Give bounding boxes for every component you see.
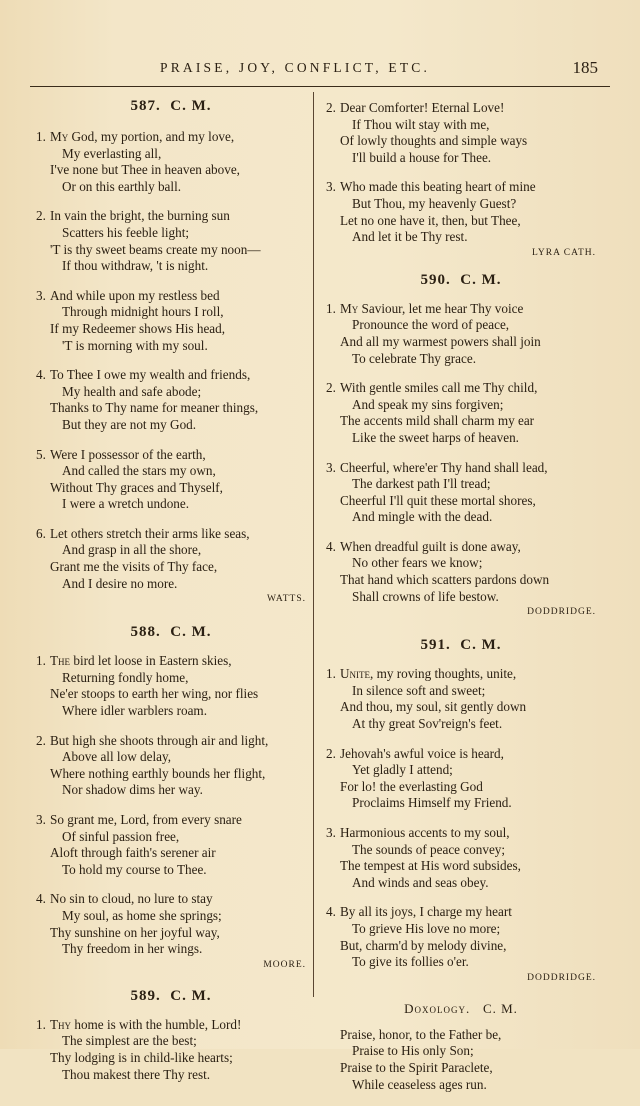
verse xyxy=(36,129,306,195)
verse-line: Nor shadow dims her way. xyxy=(62,782,203,798)
verse xyxy=(36,812,306,878)
verse-line: Without Thy graces and Thyself, xyxy=(50,479,223,495)
verse xyxy=(326,179,596,245)
verse-number: 3. xyxy=(326,179,336,195)
verse-line xyxy=(36,526,306,543)
verse-initial-word: The xyxy=(50,653,71,669)
verse-line: Of sinful passion free, xyxy=(62,828,180,844)
verse-line: Thy freedom in her wings. xyxy=(62,941,203,957)
verse-number: 2. xyxy=(326,745,336,761)
verse-line-text: So grant me, Lord, from every snare xyxy=(50,812,242,827)
verse-line xyxy=(326,539,596,556)
verse-line-text: With gentle smiles call me Thy child, xyxy=(340,380,538,396)
verse-line-text: Saviour, let me hear Thy voice xyxy=(358,300,524,316)
verse-line-text: Cheerful, where'er Thy hand shall lead, xyxy=(340,459,548,475)
verse-line: Praise to the Spirit Paraclete, xyxy=(340,1059,493,1075)
hymn-588 xyxy=(36,624,306,970)
verse-number: 4. xyxy=(326,904,336,920)
verse-line-text: To Thee I owe my wealth and friends, xyxy=(50,367,251,383)
verse-line xyxy=(36,1017,306,1034)
verse-line: In silence soft and sweet; xyxy=(352,682,486,698)
verse-line: Ne'er stoops to earth her wing, nor flies xyxy=(50,686,259,702)
verse-line xyxy=(36,367,306,384)
verse xyxy=(326,380,596,446)
verse xyxy=(36,288,306,354)
verse xyxy=(36,1017,306,1083)
verse-line-text: bird let loose in Eastern skies, xyxy=(70,653,232,669)
verse-line-text: home is with the humble, Lord! xyxy=(71,1016,242,1032)
hymn-meter: C. M. xyxy=(170,987,212,1004)
verse-line-text: , my roving thoughts, unite, xyxy=(370,666,517,682)
doxology-heading xyxy=(326,1001,596,1017)
verse-line: No other fears we know; xyxy=(352,555,483,571)
doxology-title: Doxology. xyxy=(404,1000,471,1016)
verse-line xyxy=(326,666,596,683)
verse-line: To celebrate Thy grace. xyxy=(352,350,477,366)
verse-line: And speak my sins forgiven; xyxy=(352,396,504,412)
header-rule xyxy=(30,86,610,87)
verse-line: Thanks to Thy name for meaner things, xyxy=(50,400,259,416)
verse-line xyxy=(326,825,596,842)
verse-line: The sounds of peace convey; xyxy=(352,841,506,857)
doxology xyxy=(326,1001,596,1093)
verse-line: Returning fondly home, xyxy=(62,669,189,685)
verse-line: And called the stars my own, xyxy=(62,463,216,479)
verse-number: 2. xyxy=(36,732,46,748)
verse-line: Grant me the visits of Thy face, xyxy=(50,559,218,575)
verse-line xyxy=(36,812,306,829)
verse-line: Yet gladly I attend; xyxy=(352,762,453,778)
verse-line: Where idler warblers roam. xyxy=(62,703,207,719)
verse-line-text: But high she shoots through air and light, xyxy=(50,732,269,748)
verse-line-text: When dreadful guilt is done away, xyxy=(340,538,521,554)
verse-line: For lo! the everlasting God xyxy=(340,778,483,794)
verse-line-text: Dear Comforter! Eternal Love! xyxy=(340,100,505,115)
verse-initial-word: My xyxy=(340,300,359,316)
verse-line xyxy=(326,746,596,763)
doxology-meter: C. M. xyxy=(482,1000,518,1016)
verse-number: 1. xyxy=(36,129,46,144)
verse-line: Shall crowns of life bestow. xyxy=(352,588,499,604)
verse xyxy=(326,1027,596,1093)
verse-line: If thou withdraw, 't is night. xyxy=(62,258,209,274)
verse-line-text: Let others stretch their arms like seas, xyxy=(50,525,250,541)
verse-line xyxy=(326,301,596,318)
verse-line: I've none but Thee in heaven above, xyxy=(50,162,240,178)
page-number: 185 xyxy=(572,58,598,77)
verse-number: 4. xyxy=(326,538,336,554)
verse-line: And all my warmest powers shall join xyxy=(340,333,541,349)
verse-line: Of lowly thoughts and simple ways xyxy=(340,133,528,149)
verse-line: Thy sunshine on her joyful way, xyxy=(50,924,220,940)
left-column xyxy=(36,92,306,1096)
verse xyxy=(36,653,306,719)
verse-number: 1. xyxy=(36,1016,46,1032)
verse-line xyxy=(36,733,306,750)
verse-line: Like the sweet harps of heaven. xyxy=(352,429,519,445)
verse-line: And mingle with the dead. xyxy=(352,509,493,525)
hymn-author: WATTS. xyxy=(267,594,306,605)
section-title: PRAISE, JOY, CONFLICT, ETC. xyxy=(160,60,431,75)
verse-line: To hold my course to Thee. xyxy=(62,861,207,877)
verse-line: If my Redeemer shows His head, xyxy=(50,320,226,336)
verse-line xyxy=(36,129,306,146)
verse-number: 6. xyxy=(36,525,46,541)
verse xyxy=(326,460,596,526)
verse xyxy=(36,447,306,513)
verse-line-text: Jehovah's awful voice is heard, xyxy=(340,745,504,761)
verse-line: And winds and seas obey. xyxy=(352,874,489,890)
verse-line xyxy=(326,179,596,196)
verse-number: 3. xyxy=(36,812,46,827)
verse-initial-word: My xyxy=(50,129,69,144)
verse-number: 1. xyxy=(326,300,336,316)
verse-line: Praise, honor, to the Father be, xyxy=(340,1026,502,1042)
verse-line: Above all low delay, xyxy=(62,749,172,765)
verse-line: My everlasting all, xyxy=(62,145,162,161)
verse-line: To give its follies o'er. xyxy=(352,954,469,970)
verse-number: 5. xyxy=(36,446,46,462)
verse-line: And I desire no more. xyxy=(62,575,178,591)
hymn-number: 587. xyxy=(130,98,161,114)
verse xyxy=(326,100,596,166)
verse xyxy=(36,733,306,799)
hymn-author: DODDRIDGE. xyxy=(527,972,596,983)
hymn-meter: C. M. xyxy=(460,637,502,654)
verse-line-text: Harmonious accents to my soul, xyxy=(340,825,510,840)
verse-line: And grasp in all the shore, xyxy=(62,542,202,558)
hymn-meter: C. M. xyxy=(460,271,502,288)
verse-number: 1. xyxy=(326,666,336,682)
verse-number: 2. xyxy=(326,100,336,115)
verse-line: The darkest path I'll tread; xyxy=(352,476,491,492)
verse-line: Scatters his feeble light; xyxy=(62,224,190,240)
verse-line: 'T is morning with my soul. xyxy=(62,337,208,353)
verse-line xyxy=(326,380,596,397)
verse-line: To grieve His love no more; xyxy=(352,920,501,936)
verse-initial-word: Unite xyxy=(340,666,371,682)
verse-line: But Thou, my heavenly Guest? xyxy=(352,195,517,211)
verse-number: 3. xyxy=(326,459,336,475)
verse-line-text: By all its joys, I charge my heart xyxy=(340,904,512,920)
hymn-heading xyxy=(326,272,596,289)
verse-line: The tempest at His word subsides, xyxy=(340,858,521,874)
right-column xyxy=(326,92,596,1106)
hymn-number: 590. xyxy=(420,271,451,288)
verse-line: And let it be Thy rest. xyxy=(352,229,468,245)
verse-line xyxy=(36,288,306,305)
verse-line: But they are not my God. xyxy=(62,416,197,432)
verse xyxy=(36,891,306,957)
verse-number: 2. xyxy=(326,380,336,396)
hymn-heading xyxy=(36,98,306,115)
hymn-author: LYRA CATH. xyxy=(532,247,596,258)
verse-line: I were a wretch undone. xyxy=(62,496,190,512)
hymn-591 xyxy=(326,637,596,983)
verse xyxy=(36,208,306,274)
verse xyxy=(326,666,596,732)
verse-number: 3. xyxy=(36,287,46,303)
verse-line-text: No sin to cloud, no lure to stay xyxy=(50,891,213,907)
verse-line: Thou makest there Thy rest. xyxy=(62,1066,211,1082)
hymn-589 xyxy=(36,988,306,1083)
hymn-590 xyxy=(326,272,596,618)
verse-line: But, charm'd by melody divine, xyxy=(340,937,507,953)
verse-line: At thy great Sov'reign's feet. xyxy=(352,716,503,732)
hymn-heading xyxy=(36,988,306,1005)
verse-line-text: Who made this beating heart of mine xyxy=(340,179,536,195)
verse-line: Where nothing earthly bounds her flight, xyxy=(50,765,266,781)
verse-line: I'll build a house for Thee. xyxy=(352,149,492,165)
verse-number: 4. xyxy=(36,891,46,907)
verse xyxy=(326,825,596,891)
verse-number: 2. xyxy=(36,208,46,224)
verse-line: The accents mild shall charm my ear xyxy=(340,413,535,429)
verse-line: Pronounce the word of peace, xyxy=(352,317,510,333)
verse xyxy=(326,301,596,367)
hymn-number: 588. xyxy=(130,624,161,641)
verse xyxy=(326,904,596,970)
hymn-heading xyxy=(36,624,306,641)
verse xyxy=(36,526,306,592)
running-head xyxy=(0,58,640,82)
verse-line: My health and safe abode; xyxy=(62,383,202,399)
verse-line: Aloft through faith's serener air xyxy=(50,845,216,861)
verse-line: If Thou wilt stay with me, xyxy=(352,116,490,132)
verse-line xyxy=(36,208,306,225)
hymn-meter: C. M. xyxy=(170,98,212,114)
verse-line-text: God, my portion, and my love, xyxy=(68,129,235,144)
verse-line: That hand which scatters pardons down xyxy=(340,572,550,588)
verse-line xyxy=(326,100,596,117)
verse-line: Cheerful I'll quit these mortal shores, xyxy=(340,492,536,508)
verse xyxy=(326,539,596,605)
verse-line-text: And while upon my restless bed xyxy=(50,287,220,303)
hymn-number: 589. xyxy=(130,987,161,1004)
hymn-number: 591. xyxy=(420,637,451,654)
verse-line xyxy=(36,891,306,908)
verse-line: 'T is thy sweet beams create my noon— xyxy=(50,241,261,257)
hymn-587 xyxy=(36,98,306,604)
verse-line: Through midnight hours I roll, xyxy=(62,304,224,320)
verse-line: My soul, as home she springs; xyxy=(62,907,222,923)
verse-number: 4. xyxy=(36,367,46,383)
verse-line: Let no one have it, then, but Thee, xyxy=(340,212,521,228)
verse-line xyxy=(36,653,306,670)
verse-line-text: Were I possessor of the earth, xyxy=(50,446,206,462)
verse-line: Proclaims Himself my Friend. xyxy=(352,795,512,811)
verse xyxy=(36,367,306,433)
verse-line: While ceaseless ages run. xyxy=(352,1076,487,1092)
hymn-heading xyxy=(326,637,596,654)
column-divider xyxy=(313,92,314,997)
verse-line xyxy=(326,904,596,921)
verse-line: Praise to His only Son; xyxy=(352,1043,474,1059)
verse-line xyxy=(326,460,596,477)
verse-line: And thou, my soul, sit gently down xyxy=(340,699,527,715)
hymn-meter: C. M. xyxy=(170,624,212,641)
verse-line xyxy=(36,447,306,464)
verse-number: 1. xyxy=(36,653,46,669)
hymn-author: MOORE. xyxy=(263,959,306,970)
hymn-author: DODDRIDGE. xyxy=(527,607,596,618)
verse-line-text: In vain the bright, the burning sun xyxy=(50,208,230,224)
verse-line: Or on this earthly ball. xyxy=(62,178,182,194)
verse-line: Thy lodging is in child-like hearts; xyxy=(50,1049,233,1065)
verse xyxy=(326,746,596,812)
verse-line: The simplest are the best; xyxy=(62,1033,197,1049)
verse-number: 3. xyxy=(326,825,336,840)
hymn-589-continued xyxy=(326,100,596,258)
verse-initial-word: Thy xyxy=(50,1016,72,1032)
